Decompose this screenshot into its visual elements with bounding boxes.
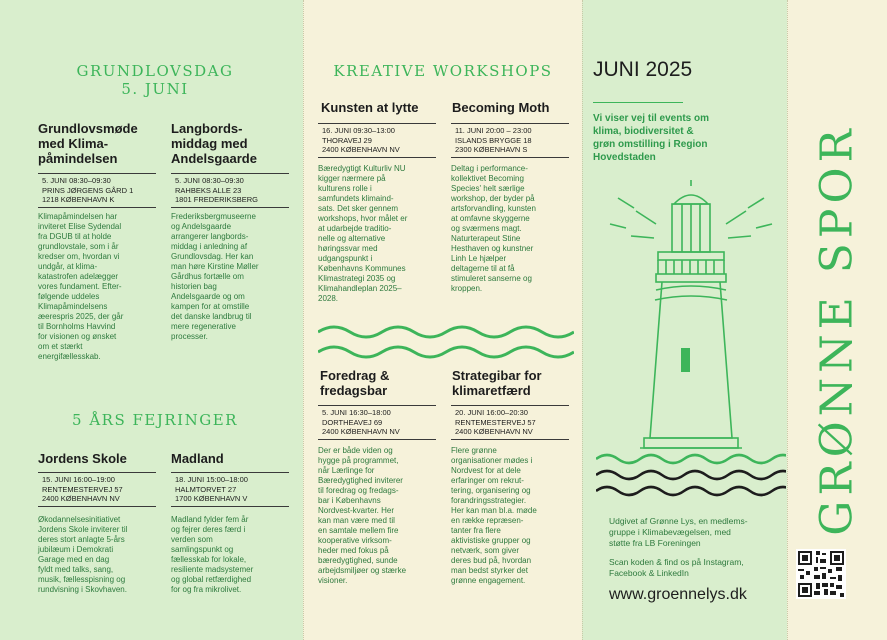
qr-code[interactable] bbox=[796, 549, 846, 599]
month-heading: JUNI 2025 bbox=[593, 58, 693, 81]
event-description: Deltag i performance- kollektivet Becoming Species' helt særlige workshop, der byder på artsforvandling, kunsten at omfavne skyggerne og sværmens magt. Naturterapeut Stine Hesthaven og kunstner Linh Le hjælper deltagerne til at få stimuleret sanserne og kroppen. bbox=[451, 164, 536, 293]
event-info: 11. JUNI 20:00 – 23:00 ISLANDS BRYGGE 18 2300 KØBENHAVN S bbox=[451, 123, 569, 158]
event-title: Foredrag & fredagsbar bbox=[320, 368, 390, 398]
event-title: Jordens Skole bbox=[38, 451, 127, 466]
event-title: Langbords- middag med Andelsgaarde bbox=[171, 121, 257, 166]
intro-text: Vi viser vej til events om klima, biodiversitet & grøn omstilling i Region Hovedstaden bbox=[593, 113, 709, 163]
event-info: 18. JUNI 15:00–18:00 HALMTORVET 27 1700 KØBENHAVN V bbox=[171, 472, 289, 507]
event-title: Becoming Moth bbox=[452, 100, 550, 115]
event-description: Frederiksbergmuseerne og Andelsgaarde arrangerer langbords- middag i anledning af Grundlovsdag. Her kan man høre Kirstine Møller Gårdhus fortælle om historien bag Andelsgaarde og om kampen for at omstille det danske landbrug til mere regenerative processer. bbox=[171, 212, 259, 341]
event-description: Klimapåmindelsen har inviteret Elise Sydendal fra DGUB til at holde grundlovstale, som i år kredser om, hvordan vi undgår, at klima- katastrofen adelægger vores fundament. Efter- følgende uddeles Klimapåmindelsens æerespris 2025, der går til Bornholms Havvind for visionen og ønsket om et stærkt energifællesskab. bbox=[38, 212, 124, 361]
event-info: 5. JUNI 16:30–18:00 DORTHEAVEJ 69 2400 KØBENHAVN NV bbox=[318, 405, 436, 440]
website-link[interactable]: www.groennelys.dk bbox=[609, 586, 747, 603]
section-heading-fejringer: 5 ÅRS FEJRINGER bbox=[72, 411, 238, 429]
event-title: Strategibar for klimaretfærd bbox=[452, 368, 542, 398]
event-description: Bæredygtigt Kulturliv NU kigger nærmere på kulturens rolle i samfundets klimaind- sats. Det sker gennem workshops, hvor målet er at udarbejde traditio- nelle og alternative høringssvar med udgangspunkt i Københavns Kommunes Klimastrategi 2035 og Klimahandleplan 2025– 2028. bbox=[318, 164, 408, 303]
event-info: 5. JUNI 08:30–09:30 RAHBEKS ALLE 23 1801 FREDERIKSBERG bbox=[171, 173, 289, 208]
social-note: Scan koden & find os på Instagram, Facebook & LinkedIn bbox=[609, 557, 744, 578]
event-title: Madland bbox=[171, 451, 224, 466]
divider bbox=[593, 102, 683, 103]
event-description: Der er både viden og hygge på programmet, når Lærlinge for Bæredygtighed inviterer til foredrag og fredags- bar i Københavns Nordvest-kvarter. Her kan man være med til en samtale mellem fire kooperative virksom- heder med fokus på bæredygtighed, sunde arbejdsmiljøer og stærke visioner. bbox=[318, 446, 407, 585]
event-description: Madland fylder fem år og fejrer deres færd i verden som samlingspunkt og fællesskab for lokale, resiliente madsystemer og global retfærdighed for og fra mikrolivet. bbox=[171, 515, 254, 594]
lighthouse-window bbox=[681, 348, 690, 372]
event-description: Økodannelsesinitiativet Jordens Skole inviterer til deres stort anlagte 5-års jubilæum i Demokrati Garage med en dag fyldt med talks, sang, musik, fællesspisning og rundvisning i Skovhaven. bbox=[38, 515, 128, 594]
event-info: 20. JUNI 16:00–20:30 RENTEMESTERVEJ 57 2400 KØBENHAVN NV bbox=[451, 405, 569, 440]
wave-decoration bbox=[318, 322, 574, 372]
lighthouse-illustration bbox=[596, 176, 786, 506]
event-info: 16. JUNI 09:30–13:00 THORAVEJ 29 2400 KØBENHAVN NV bbox=[318, 123, 436, 158]
publisher-note: Udgivet af Grønne Lys, en medlems- gruppe i Klimabevægelsen, med støtte fra LB Foreningen bbox=[609, 516, 748, 548]
brochure-title: GRØNNE SPOR bbox=[811, 124, 863, 536]
section-heading-workshops: KREATIVE WORKSHOPS bbox=[333, 62, 553, 80]
fold-line bbox=[582, 0, 583, 640]
event-info: 5. JUNI 08:30–09:30 PRINS JØRGENS GÅRD 1 1218 KØBENHAVN K bbox=[38, 173, 156, 208]
fold-line bbox=[787, 0, 788, 640]
event-info: 15. JUNI 16:00–19:00 RENTEMESTERVEJ 57 2400 KØBENHAVN NV bbox=[38, 472, 156, 507]
event-description: Flere grønne organisationer mødes i Nordvest for at dele erfaringer om rekrut- tering, organisering og forandringsstrategier. Her kan man bl.a. møde en række repræsen- tanter fra flere aktivistiske grupper og netværk, som giver deres bud på, hvordan man bedst styrker det grønne engagement. bbox=[451, 446, 537, 585]
event-title: Kunsten at lytte bbox=[321, 100, 419, 115]
section-heading-grundlovsdag: GRUNDLOVSDAG 5. JUNI bbox=[76, 62, 234, 98]
fold-line bbox=[303, 0, 304, 640]
event-title: Grundlovsmøde med Klima- påmindelsen bbox=[38, 121, 138, 166]
